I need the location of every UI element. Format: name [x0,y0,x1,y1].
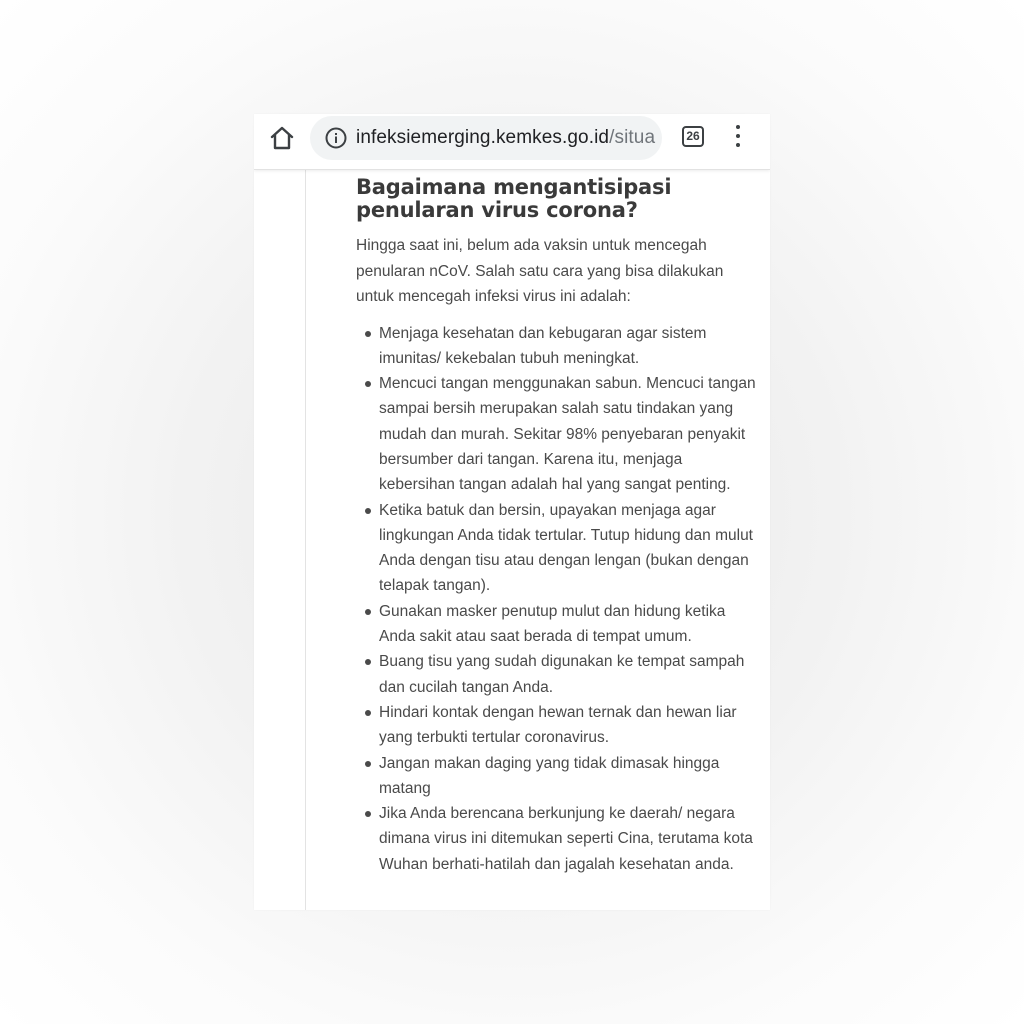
browser-toolbar [254,114,770,170]
tab-count: 26 [686,129,700,143]
list-item: Jangan makan daging yang tidak dimasak hingga matang [379,751,756,802]
more-vert-icon[interactable] [730,124,746,150]
article-body [356,176,756,877]
list-item: Jika Anda berencana berkunjung ke daerah/ negara dimana virus ini ditemukan seperti Cina, terutama kota Wuhan berhati-hatilah dan jagalah kesehatan anda. [379,801,756,877]
site-info-button[interactable] [324,126,348,150]
list-item: Menjaga kesehatan dan kebugaran agar sistem imunitas/ kekebalan tubuh meningkat. [379,321,756,372]
list-item: Buang tisu yang sudah digunakan ke tempat sampah dan cucilah tangan Anda. [379,649,756,700]
prevention-list [356,321,756,878]
home-icon [268,124,296,152]
address-bar[interactable] [310,116,662,160]
url-path: /situa [609,127,656,148]
page-content [254,170,770,910]
url-domain: infeksiemerging.kemkes.go.id [356,127,610,148]
left-border [305,170,306,910]
article-heading: Bagaimana mengantisipasi penularan virus corona? [356,175,672,222]
list-item: Ketika batuk dan bersin, upayakan menjaga agar lingkungan Anda tidak tertular. Tutup hidung dan mulut Anda dengan tisu atau dengan lengan (bukan dengan telapak tangan). [379,498,756,599]
tab-switcher-icon[interactable] [682,126,704,147]
home-button[interactable] [268,124,296,152]
list-item: Gunakan masker penutup mulut dan hidung ketika Anda sakit atau saat berada di tempat umum. [379,599,756,650]
phone-screen [254,114,770,910]
info-icon [324,126,348,150]
list-item: Mencuci tangan menggunakan sabun. Mencuci tangan sampai bersih merupakan salah satu tindakan yang mudah dan murah. Sekitar 98% penyebaran penyakit bersumber dari tangan. Karena itu, menjaga kebersihan tangan adalah hal yang sangat penting. [379,371,756,497]
url-text[interactable] [356,127,655,149]
list-item: Hindari kontak dengan hewan ternak dan hewan liar yang terbukti tertular coronavirus. [379,700,756,751]
article-intro: Hingga saat ini, belum ada vaksin untuk mencegah penularan nCoV. Salah satu cara yang bisa dilakukan untuk mencegah infeksi virus ini adalah: [356,237,724,305]
